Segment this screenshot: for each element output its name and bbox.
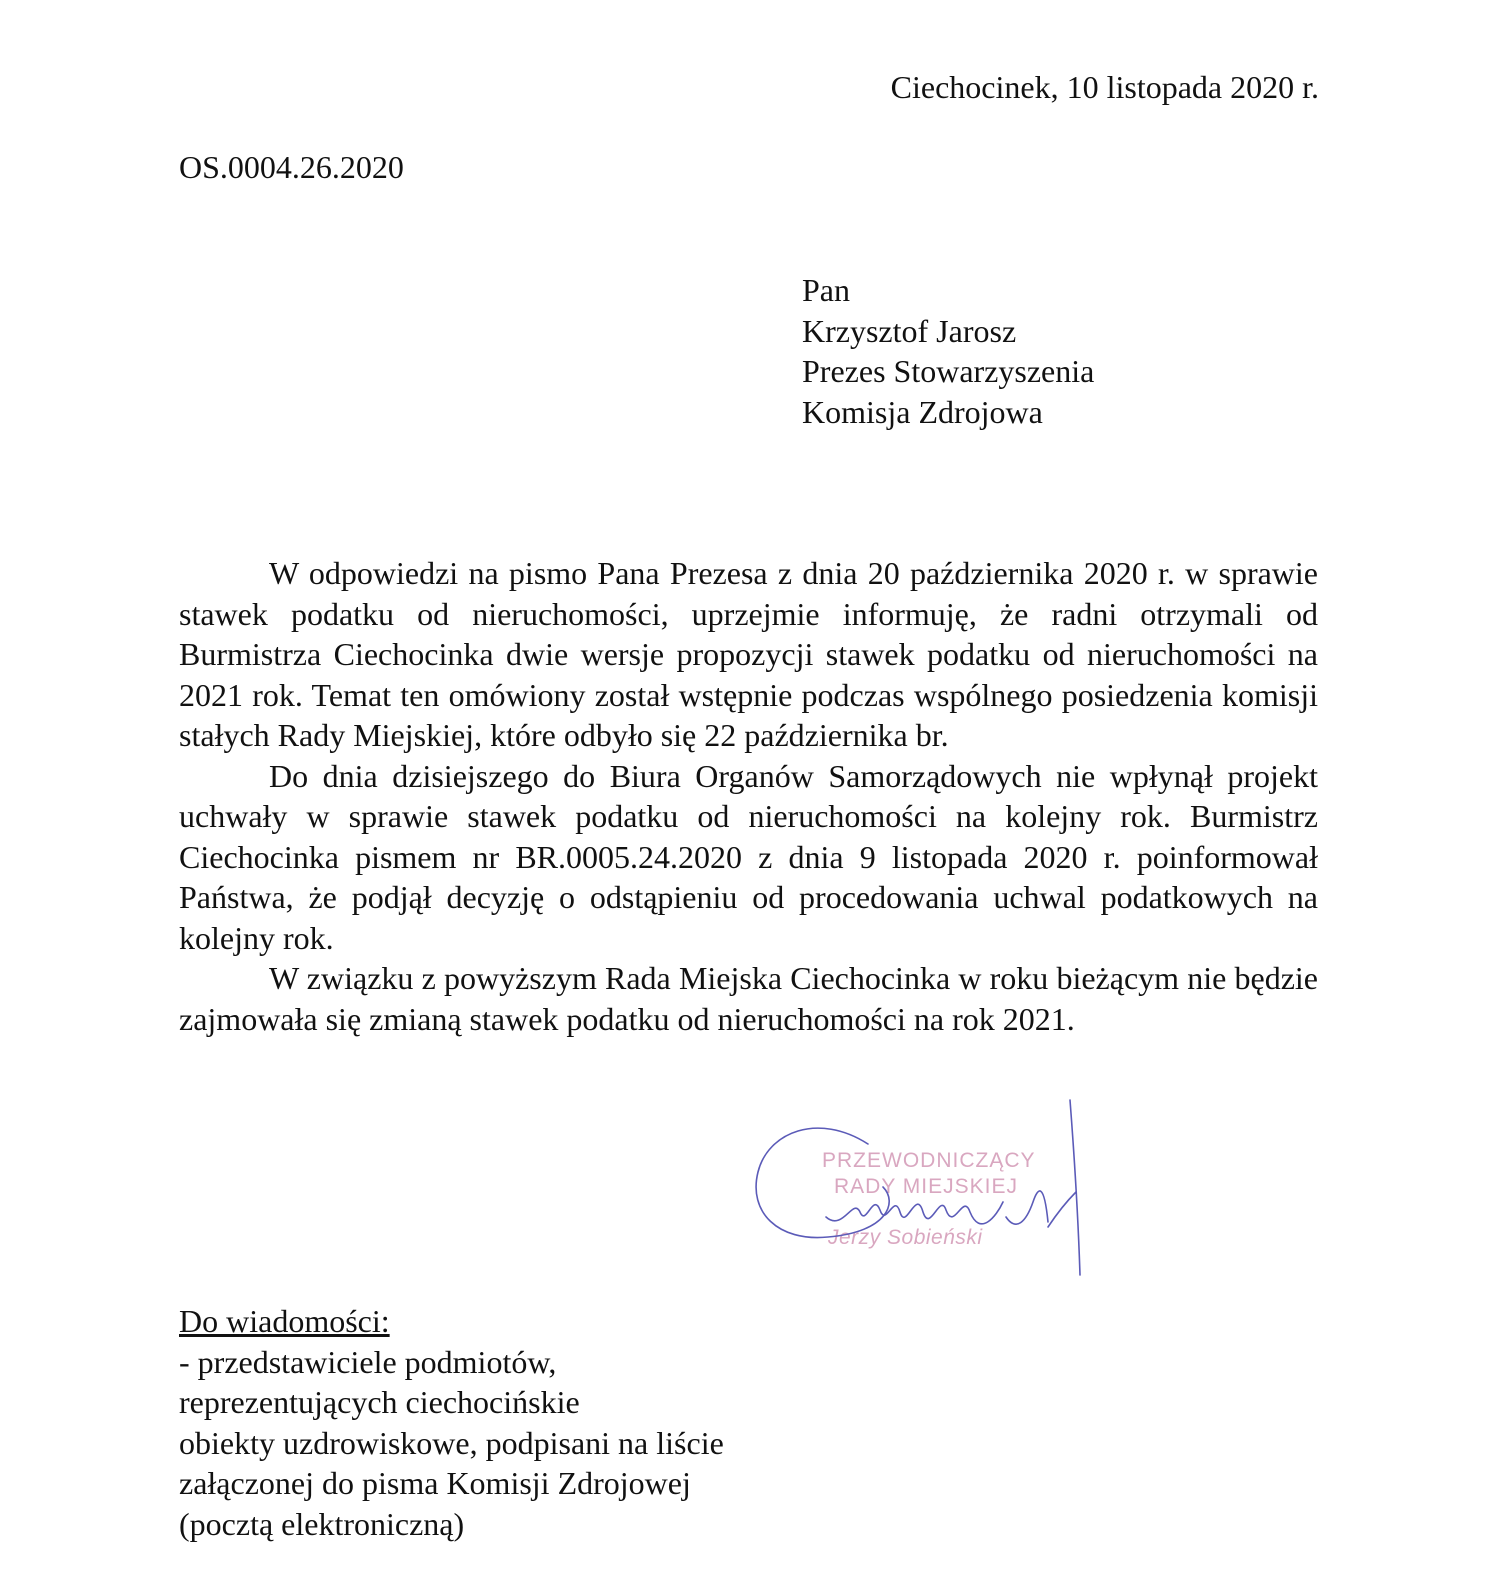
addressee-name: Krzysztof Jarosz: [802, 312, 1017, 349]
body-paragraph: W odpowiedzi na pismo Pana Prezesa z dnia 20 października 2020 r. w sprawie stawek podatku od nieruchomości, uprzejmie informuję, że radni otrzymali od Burmistrza Ciechocinka dwie wersje propozycji stawek podatku od nieruchomości na 2021 rok. Temat ten omówiony został wstępnie podczas wspólnego posiedzenia komisji stałych Rady Miejskiej, które odbyło się 22 października br.: [179, 555, 1318, 753]
distribution-list: [179, 1301, 724, 1544]
distribution-heading: Do wiadomości:: [179, 1303, 390, 1339]
body-paragraph: Do dnia dzisiejszego do Biura Organów Samorządowych nie wpłynął projekt uchwały w sprawie stawek podatku od nieruchomości na kolejny rok. Burmistrz Ciechocinka pismem nr BR.0005.24.2020 z dnia 9 listopada 2020 r. poinformował Państwa, że podjął decyzję o odstąpieniu od procedowania uchwal podatkowych na kolejny rok.: [179, 757, 1318, 956]
addressee-salutation: Pan: [802, 272, 850, 308]
addressee-organization: Komisja Zdrojowa: [802, 393, 1043, 430]
distribution-line: (pocztą elektroniczną): [179, 1505, 465, 1542]
body-paragraph: W związku z powyższym Rada Miejska Ciechocinka w roku bieżącym nie będzie zajmowała się zmianą stawek podatku od nieruchomości na rok 2021.: [179, 960, 1318, 1037]
stamp-line-council: RADY MIEJSKIEJ: [834, 1175, 1018, 1198]
distribution-line: reprezentujących ciechocińskie: [179, 1384, 580, 1420]
addressee-title: Prezes Stowarzyszenia: [802, 353, 1095, 389]
stamp-name: Jerzy Sobieński: [828, 1226, 983, 1249]
stamp-line-chairman: PRZEWODNICZĄCY: [822, 1149, 1036, 1172]
letter-body: [179, 553, 1318, 1039]
letter-date: Ciechocinek, 10 listopada 2020 r.: [890, 69, 1319, 105]
signature-stamp: [748, 1092, 1098, 1282]
addressee-block: [802, 270, 1094, 432]
handwritten-signature: [748, 1092, 1098, 1282]
distribution-line: obiekty uzdrowiskowe, podpisani na liście: [179, 1424, 724, 1461]
distribution-line: - przedstawiciele podmiotów,: [179, 1343, 557, 1380]
reference-number: OS.0004.26.2020: [179, 149, 404, 185]
distribution-line: załączonej do pisma Komisji Zdrojowej: [179, 1465, 691, 1501]
